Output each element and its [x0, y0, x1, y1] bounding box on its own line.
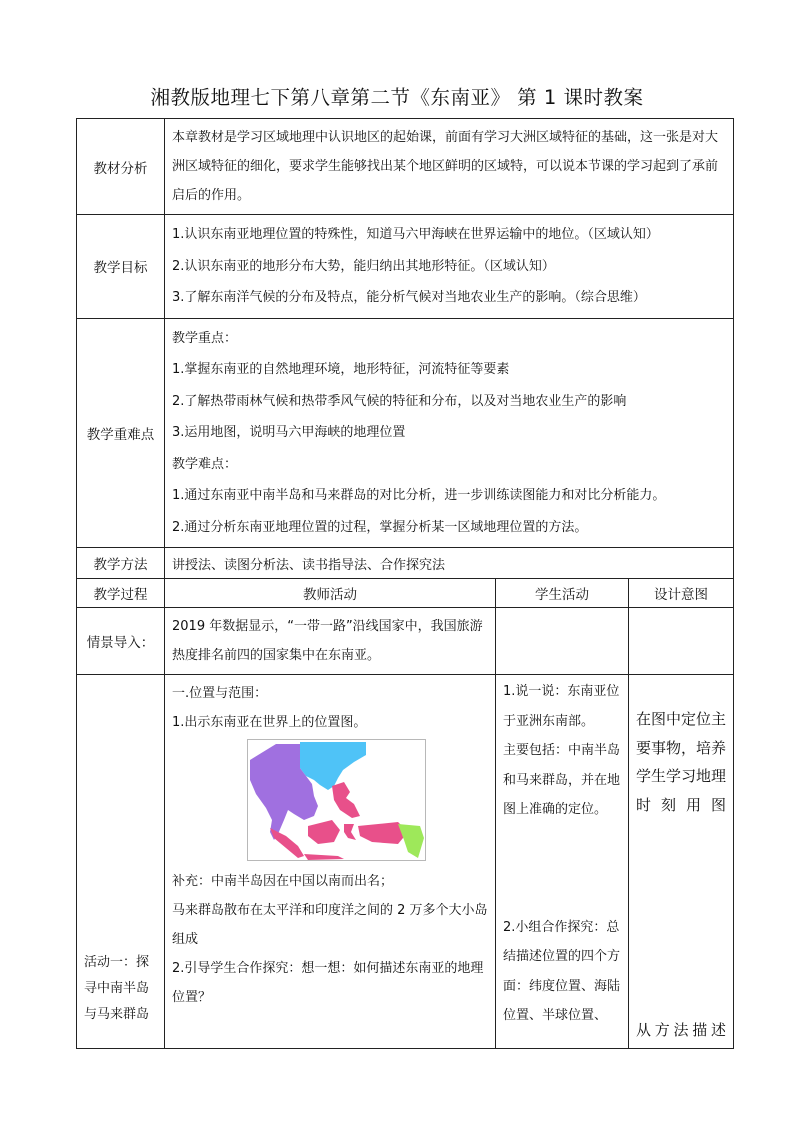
focus-item: 3.运用地图，说明马六甲海峡的地理位置 [172, 425, 406, 440]
intro-student [496, 608, 629, 675]
difficulty-title: 教学难点： [172, 456, 238, 472]
new-guinea-region [398, 824, 424, 858]
activity1-teacher [165, 675, 496, 1049]
teacher-supplement1: 补充：中南半岛因在中国以南而出名； [172, 874, 394, 889]
student-p3: 2.小组合作探究：总结描述位置的四个方面：纬度位置、海陆位置、半球位置、 [503, 919, 621, 1023]
analysis-label: 教材分析 [77, 119, 165, 215]
activity1-label: 活动一：探寻中南半岛与马来群岛 [84, 955, 150, 1022]
objective-item: 2.认识东南亚的地形分布大势，能归纳出其地形特征。（区域认知） [172, 258, 555, 274]
process-header-col2: 教师活动 [165, 579, 496, 608]
methods-text: 讲授法、读图分析法、读书指导法、合作探究法 [165, 548, 734, 579]
difficulty-item: 2.通过分析东南亚地理位置的过程，掌握分析某一区域地理位置的方法。 [172, 519, 588, 535]
student-p2: 主要包括：中南半岛和马来群岛，并在地图上准确的定位。 [503, 743, 621, 817]
objectives-content [165, 215, 734, 319]
focus-item: 2.了解热带雨林气候和热带季风气候的特征和分布，以及对当地农业生产的影响 [172, 393, 627, 409]
focus-item: 1.掌握东南亚的自然地理环境，地形特征，河流特征等要素 [172, 362, 510, 377]
page-title: 湘教版地理七下第八章第二节《东南亚》 第 1 课时教案 [150, 86, 644, 109]
intro-label: 情景导入： [77, 608, 165, 675]
objectives-row [77, 215, 734, 319]
intro-text: 2019 年数据显示，“一带一路”沿线国家中，我国旅游热度排名前四的国家集中在东南亚。 [165, 608, 496, 675]
teacher-item2: 2.引导学生合作探究：想一想：如何描述东南亚的地理位置？ [172, 961, 484, 1005]
analysis-text: 本章教材是学习区域地理中认识地区的起始课，前面有学习大洲区域特征的基础，这一张是对大洲区域特征的细化，要求学生能够找出某个地区鲜明的区域特，可以说本节课的学习起到了承前启后的作用。 [165, 119, 734, 215]
activity1-student [496, 675, 629, 1049]
objective-item: 1.认识东南亚地理位置的特殊性，知道马六甲海峡在世界运输中的地位。（区域认知） [172, 227, 659, 242]
methods-label: 教学方法 [77, 548, 165, 579]
student-p1: 1.说一说：东南亚位于亚洲东南部。 [503, 684, 620, 729]
objective-item: 3.了解东南洋气候的分布及特点，能分析气候对当地农业生产的影响。（综合思维） [172, 290, 646, 305]
teacher-item1: 1.出示东南亚在世界上的位置图。 [172, 715, 367, 730]
activity1-design [629, 675, 734, 1049]
process-header-col1: 教学过程 [77, 579, 165, 608]
keypoints-content [165, 318, 734, 548]
southeast-asia-map-graphic [248, 740, 425, 860]
keypoints-label: 教学重难点 [77, 318, 165, 548]
intro-row [77, 608, 734, 675]
activity1-label-cell [77, 675, 165, 1049]
activity1-row [77, 675, 734, 1049]
process-header-col4: 设计意图 [629, 579, 734, 608]
process-header-row [77, 579, 734, 608]
difficulty-item: 1.通过东南亚中南半岛和马来群岛的对比分析，进一步训练读图能力和对比分析能力。 [172, 488, 666, 503]
methods-row [77, 548, 734, 579]
lesson-plan-table [76, 118, 734, 1049]
analysis-row [77, 119, 734, 215]
process-header-col3: 学生活动 [496, 579, 629, 608]
design-p1: 在图中定位主要事物，培养学生学习地理时刻用图 [636, 710, 727, 814]
keypoints-row [77, 318, 734, 548]
southeast-asia-map [247, 739, 426, 861]
objectives-label: 教学目标 [77, 215, 165, 319]
focus-title: 教学重点： [172, 330, 238, 346]
teacher-heading: 一.位置与范围： [172, 686, 268, 701]
teacher-supplement2: 马来群岛散布在太平洋和印度洋之间的 2 万多个大小岛组成 [172, 903, 488, 947]
design-p2: 从方法描述 [636, 1020, 727, 1039]
intro-design [629, 608, 734, 675]
